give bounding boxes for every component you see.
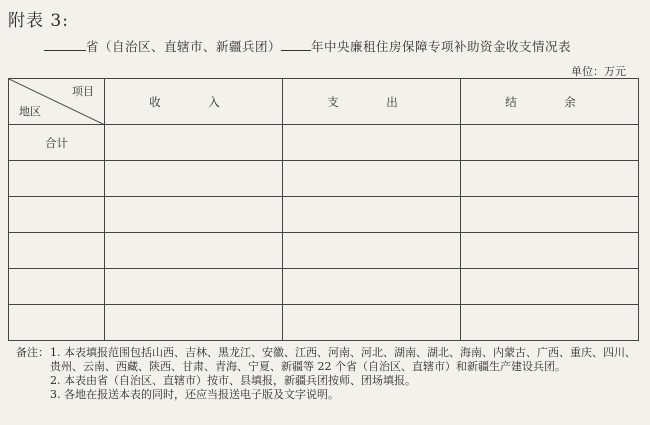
balance-cell[interactable] (461, 269, 639, 305)
table-row (9, 197, 639, 233)
table-row (9, 233, 639, 269)
note-item (16, 374, 642, 388)
column-header-balance: 结 余 (461, 79, 639, 125)
corner-header-cell (9, 79, 105, 125)
funds-table (8, 78, 639, 341)
corner-region-label: 地区 (19, 105, 41, 118)
unit-label: 单位：万元 (571, 65, 626, 78)
title-part1: 省（自治区、直辖市、新疆兵团） (86, 39, 282, 54)
notes-prefix: 备注： (16, 346, 49, 359)
region-cell[interactable] (9, 233, 105, 269)
region-cell[interactable] (9, 305, 105, 341)
expenditure-cell[interactable] (283, 161, 461, 197)
corner-item-label: 项目 (72, 85, 94, 98)
balance-cell[interactable] (461, 233, 639, 269)
expenditure-cell[interactable] (283, 125, 461, 161)
balance-cell[interactable] (461, 161, 639, 197)
expenditure-cell[interactable] (283, 233, 461, 269)
column-header-expenditure: 支 出 (283, 79, 461, 125)
income-cell[interactable] (105, 269, 283, 305)
balance-cell[interactable] (461, 197, 639, 233)
region-cell[interactable] (9, 161, 105, 197)
note-text-3: 3. 各地在报送本表的同时，还应当报送电子版及文字说明。 (50, 388, 339, 401)
province-blank[interactable] (44, 38, 86, 51)
region-cell[interactable] (9, 269, 105, 305)
document-title (44, 37, 571, 55)
income-cell[interactable] (105, 161, 283, 197)
income-cell[interactable] (105, 233, 283, 269)
column-header-income: 收 入 (105, 79, 283, 125)
note-item (16, 388, 642, 402)
table-row (9, 269, 639, 305)
total-label: 合计 (9, 125, 105, 161)
region-cell[interactable] (9, 197, 105, 233)
expenditure-cell[interactable] (283, 305, 461, 341)
note-item (16, 346, 642, 374)
header-row (9, 79, 639, 125)
income-cell[interactable] (105, 305, 283, 341)
attachment-label: 附表 3: (8, 11, 69, 31)
table-row (9, 161, 639, 197)
title-part2: 年中央廉租住房保障专项补助资金收支情况表 (311, 39, 572, 54)
income-cell[interactable] (105, 125, 283, 161)
balance-cell[interactable] (461, 305, 639, 341)
expenditure-cell[interactable] (283, 197, 461, 233)
year-blank[interactable] (281, 38, 311, 51)
total-row (9, 125, 639, 161)
note-text-2: 2. 本表由省（自治区、直辖市）按市、县填报，新疆兵团按师、团场填报。 (50, 374, 416, 387)
expenditure-cell[interactable] (283, 269, 461, 305)
table-row (9, 305, 639, 341)
note-text-1: 1. 本表填报范围包括山西、吉林、黑龙江、安徽、江西、河南、河北、湖南、湖北、海南、内蒙古、广西、重庆、四川、贵州、云南、西藏、陕西、甘肃、青海、宁夏、新疆等 22 个省（自治区、直辖市）和新疆生产建设兵团。 (50, 346, 636, 373)
income-cell[interactable] (105, 197, 283, 233)
balance-cell[interactable] (461, 125, 639, 161)
notes-section (16, 346, 642, 402)
